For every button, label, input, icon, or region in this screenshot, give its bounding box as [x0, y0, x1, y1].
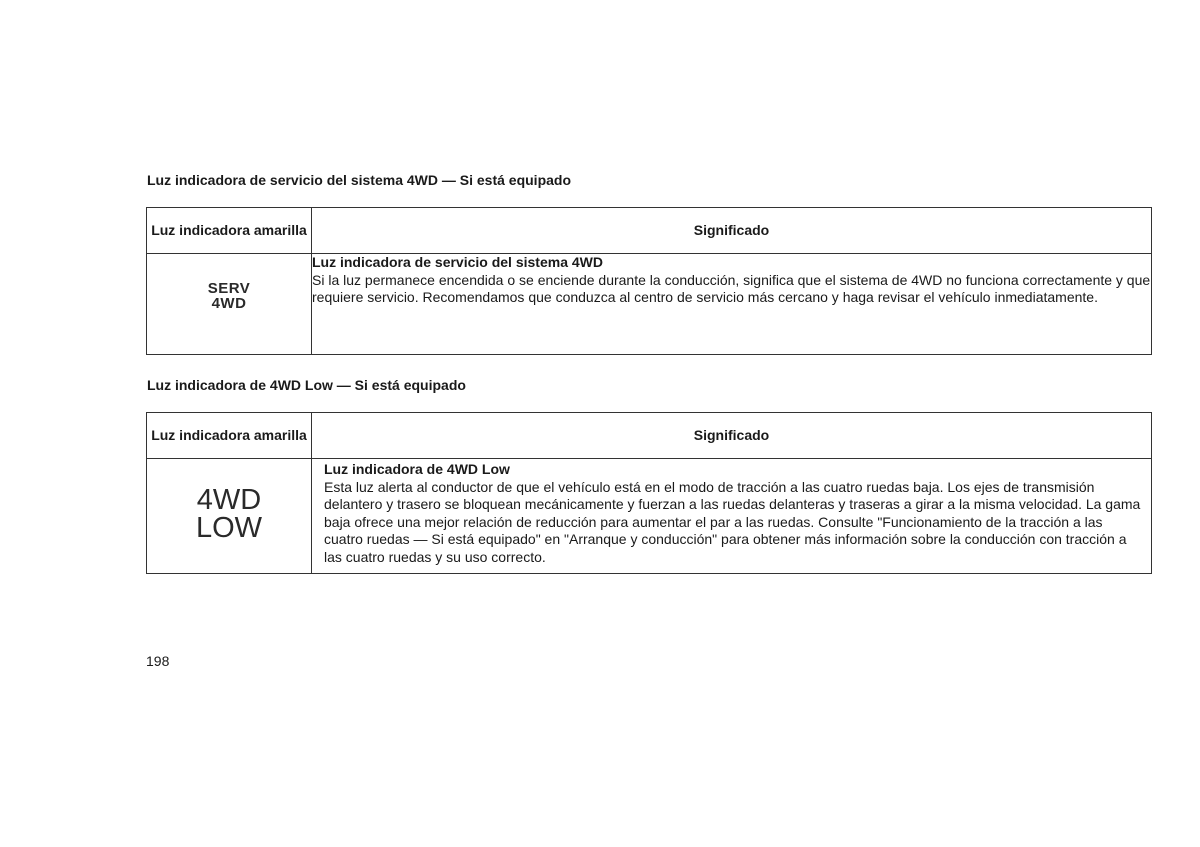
table-row [147, 254, 1152, 355]
column-header-meaning: Significado [312, 413, 1152, 459]
description-body: Si la luz permanece encendida o se enciende durante la conducción, significa que el sistema de 4WD no funciona correctamente y que requiere servicio. Recomendamos que conduzca al centro de servicio más cercano y haga revisar el vehículo inmediatamente. [312, 271, 1151, 306]
icon-cell [147, 459, 312, 574]
section-heading-4wd-low: Luz indicadora de 4WD Low — Si está equipado [147, 377, 466, 393]
description-cell [312, 459, 1152, 574]
page-number: 198 [146, 653, 170, 669]
description-body: Esta luz alerta al conductor de que el vehículo está en el modo de tracción a las cuatro ruedas baja. Los ejes de transmisión delantero y trasero se bloquean mecánicamente y fuerzan a las ruedas delanteras y traseras a girar a la misma velocidad. La gama baja ofrece una mejor relación de reducción para aumentar el par a las ruedas. Consulte "Funcionamiento de la tracción a las cuatro ruedas — Si está equipado" en "Arranque y conducción" para obtener más información sobre la conducción con tracción a las cuatro ruedas y su uso correcto. [324, 478, 1141, 565]
table-header-row [147, 208, 1152, 254]
description-title: Luz indicadora de 4WD Low [324, 461, 510, 477]
4wd-low-icon [195, 483, 263, 544]
icon-line: 4WD [196, 483, 262, 516]
icon-cell [147, 254, 312, 355]
serv-4wd-icon [208, 281, 251, 311]
indicator-table-serv-4wd [146, 207, 1152, 355]
table-row [147, 459, 1152, 574]
column-header-light: Luz indicadora amarilla [147, 413, 312, 459]
icon-line: 4WD [211, 295, 247, 313]
icon-line: LOW [195, 511, 263, 544]
icon-line: SERV [207, 280, 251, 298]
description-cell [312, 254, 1152, 355]
column-header-light: Luz indicadora amarilla [147, 208, 312, 254]
indicator-table-4wd-low [146, 412, 1152, 574]
table-header-row [147, 413, 1152, 459]
column-header-meaning: Significado [312, 208, 1152, 254]
section-heading-serv-4wd: Luz indicadora de servicio del sistema 4WD — Si está equipado [147, 172, 572, 188]
description-title: Luz indicadora de servicio del sistema 4WD [312, 254, 603, 270]
